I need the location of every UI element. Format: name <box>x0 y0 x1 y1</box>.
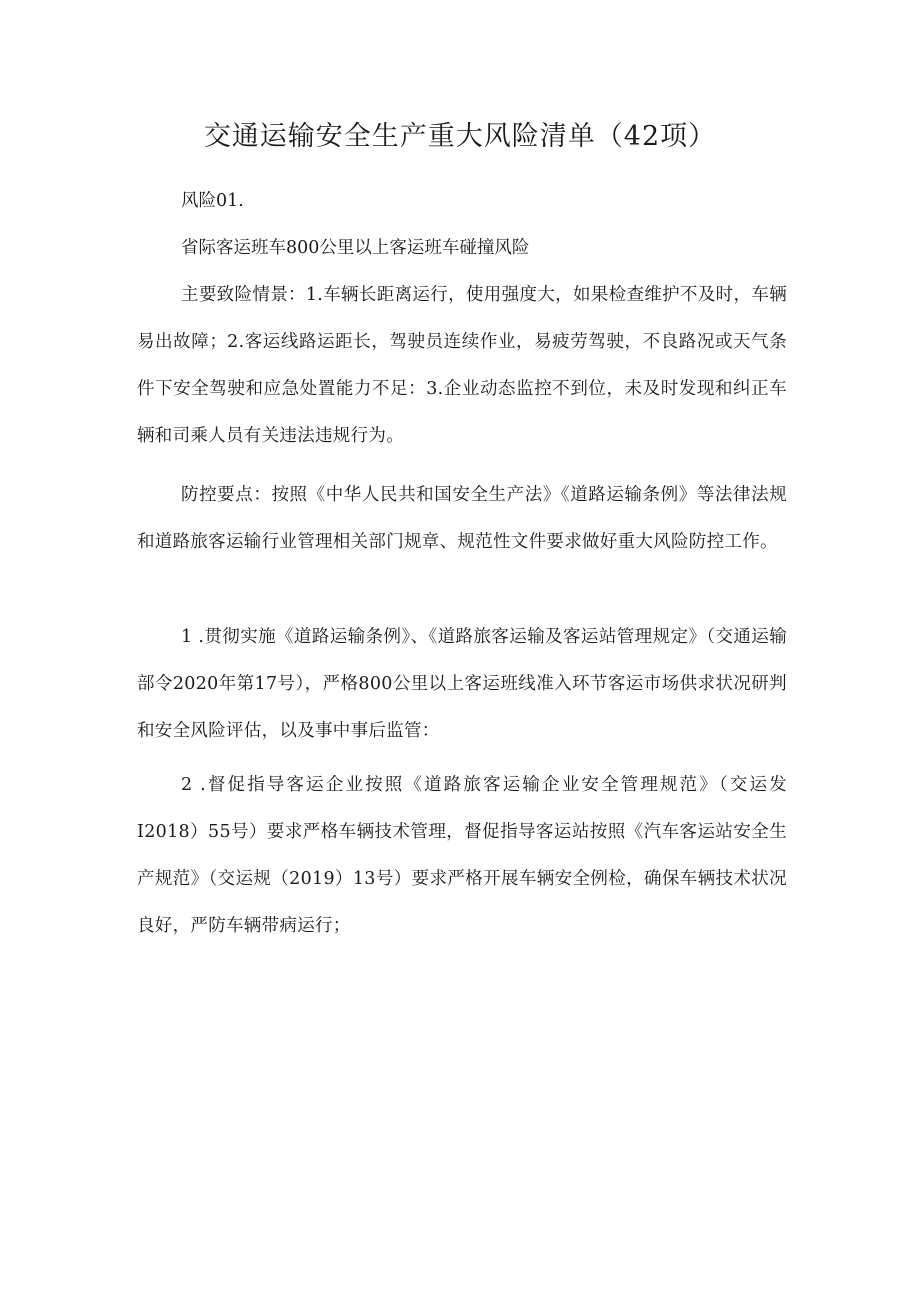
measure-item-1: 1 .贯彻实施《道路运输条例》、《道路旅客运输及客运站管理规定》（交通运输部令2020年第17号），严格800公里以上客运班线准入环节客运市场供求状况研判和安全风险评估，以及事中事后监管： <box>137 627 787 741</box>
main-causes-paragraph: 主要致险情景：1.车辆长距离运行，使用强度大，如果检查维护不及时，车辆易出故障；2.客运线路运距长，驾驶员连续作业，易疲劳驾驶，不良路况或天气条件下安全驾驶和应急处置能力不足：3.企业动态监控不到位，未及时发现和纠正车辆和司乘人员有关违法违规行为。 <box>137 285 787 446</box>
measure-item-2: 2 .督促指导客运企业按照《道路旅客运输企业安全管理规范》（交运发I2018）55号）要求严格车辆技术管理，督促指导客运站按照《汽车客运站安全生产规范》（交运规（2019）13号）要求严格开展车辆安全例检，确保车辆技术状况良好，严防车辆带病运行； <box>137 775 787 936</box>
control-points-paragraph: 防控要点：按照《中华人民共和国安全生产法》《道路运输条例》等法律法规和道路旅客运输行业管理相关部门规章、规范性文件要求做好重大风险防控工作。 <box>137 485 787 552</box>
document-title: 交通运输安全生产重大风险清单（42项） <box>203 121 717 152</box>
risk-label: 风险01. <box>181 191 244 211</box>
risk-name: 省际客运班车800公里以上客运班车碰撞风险 <box>181 238 530 258</box>
